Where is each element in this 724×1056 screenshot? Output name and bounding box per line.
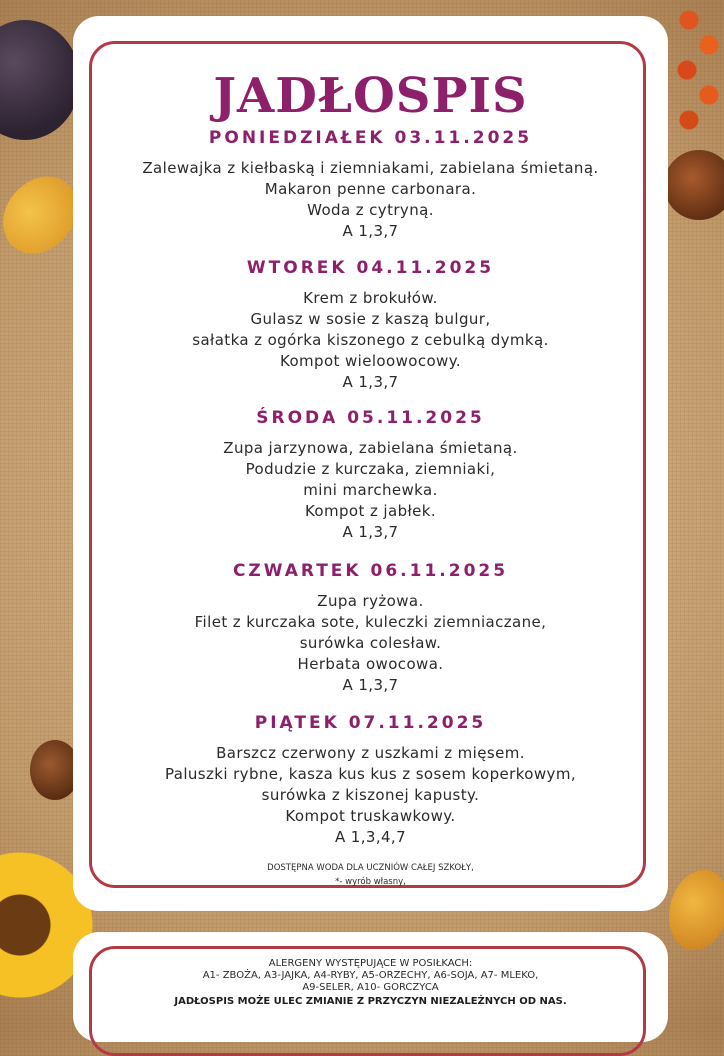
menu-card: [73, 16, 668, 911]
allergen-codes: A 1,3,7: [342, 222, 399, 240]
allergen-line: A1- ZBOŻA, A3-JAJKA, A4-RYBY, A5-ORZECHY, A6-SOJA, A7- MLEKO,: [202, 970, 539, 981]
menu-line: Krem z brokułów.: [303, 289, 438, 307]
footnote-water: DOSTĘPNA WODA DLA UCZNIÓW CAŁEJ SZKOŁY,: [267, 863, 474, 873]
day-header: CZWARTEK 06.11.2025: [232, 561, 509, 581]
menu-line: Kompot truskawkowy.: [285, 807, 456, 825]
autumn-leaf-decoration-right: [669, 870, 724, 950]
day-header: PONIEDZIAŁEK 03.11.2025: [208, 128, 533, 148]
menu-line: surówka colesław.: [299, 634, 442, 652]
day-section-thursday: [73, 561, 668, 696]
day-section-tuesday: [73, 258, 668, 393]
allergen-codes: A 1,3,7: [342, 373, 399, 391]
plum-decoration: [0, 20, 80, 140]
menu-line: Kompot z jabłek.: [304, 502, 437, 520]
menu-line: Zupa jarzynowa, zabielana śmietaną.: [223, 439, 518, 457]
chestnut-decoration: [664, 150, 724, 220]
menu-line: surówka z kiszonej kapusty.: [261, 786, 480, 804]
day-section-friday: [73, 713, 668, 848]
allergen-line: A9-SELER, A10- GORCZYCA: [302, 982, 439, 993]
menu-line: Woda z cytryną.: [307, 201, 434, 219]
menu-line: Zupa ryżowa.: [317, 592, 424, 610]
menu-line: Zalewajka z kiełbaską i ziemniakami, zabielana śmietaną.: [142, 159, 599, 177]
allergen-heading: ALERGENY WYSTĘPUJĄCE W POSIŁKACH:: [268, 958, 473, 969]
day-header: WTOREK 04.11.2025: [246, 258, 495, 278]
menu-line: Barszcz czerwony z uszkami z mięsem.: [216, 744, 525, 762]
footnote-homemade: *- wyrób własny,: [335, 877, 406, 887]
allergen-card: [73, 932, 668, 1042]
day-section-monday: [73, 128, 668, 242]
menu-line: Gulasz w sosie z kaszą bulgur,: [250, 310, 491, 328]
allergen-codes: A 1,3,7: [342, 676, 399, 694]
menu-line: Kompot wieloowocowy.: [279, 352, 462, 370]
rowan-berries-decoration: [669, 0, 724, 150]
menu-line: Paluszki rybne, kasza kus kus z sosem koperkowym,: [164, 765, 577, 783]
allergen-codes: A 1,3,7: [342, 523, 399, 541]
day-section-wednesday: [73, 408, 668, 543]
menu-line: mini marchewka.: [303, 481, 438, 499]
menu-line: Herbata owocowa.: [297, 655, 444, 673]
day-header: ŚRODA 05.11.2025: [256, 408, 485, 428]
menu-line: Filet z kurczaka sote, kuleczki ziemniaczane,: [194, 613, 547, 631]
page-title: JADŁOSPIS: [213, 68, 528, 124]
menu-line: sałatka z ogórka kiszonego z cebulką dymką.: [192, 331, 549, 349]
day-header: PIĄTEK 07.11.2025: [254, 713, 487, 733]
menu-line: Makaron penne carbonara.: [264, 180, 477, 198]
menu-line: Podudzie z kurczaka, ziemniaki,: [245, 460, 496, 478]
menu-change-warning: JADŁOSPIS MOŻE ULEC ZMIANIE Z PRZYCZYN NIEZALEŻNYCH OD NAS.: [174, 996, 567, 1007]
allergen-codes: A 1,3,4,7: [334, 828, 407, 846]
allergen-list: [73, 958, 668, 994]
